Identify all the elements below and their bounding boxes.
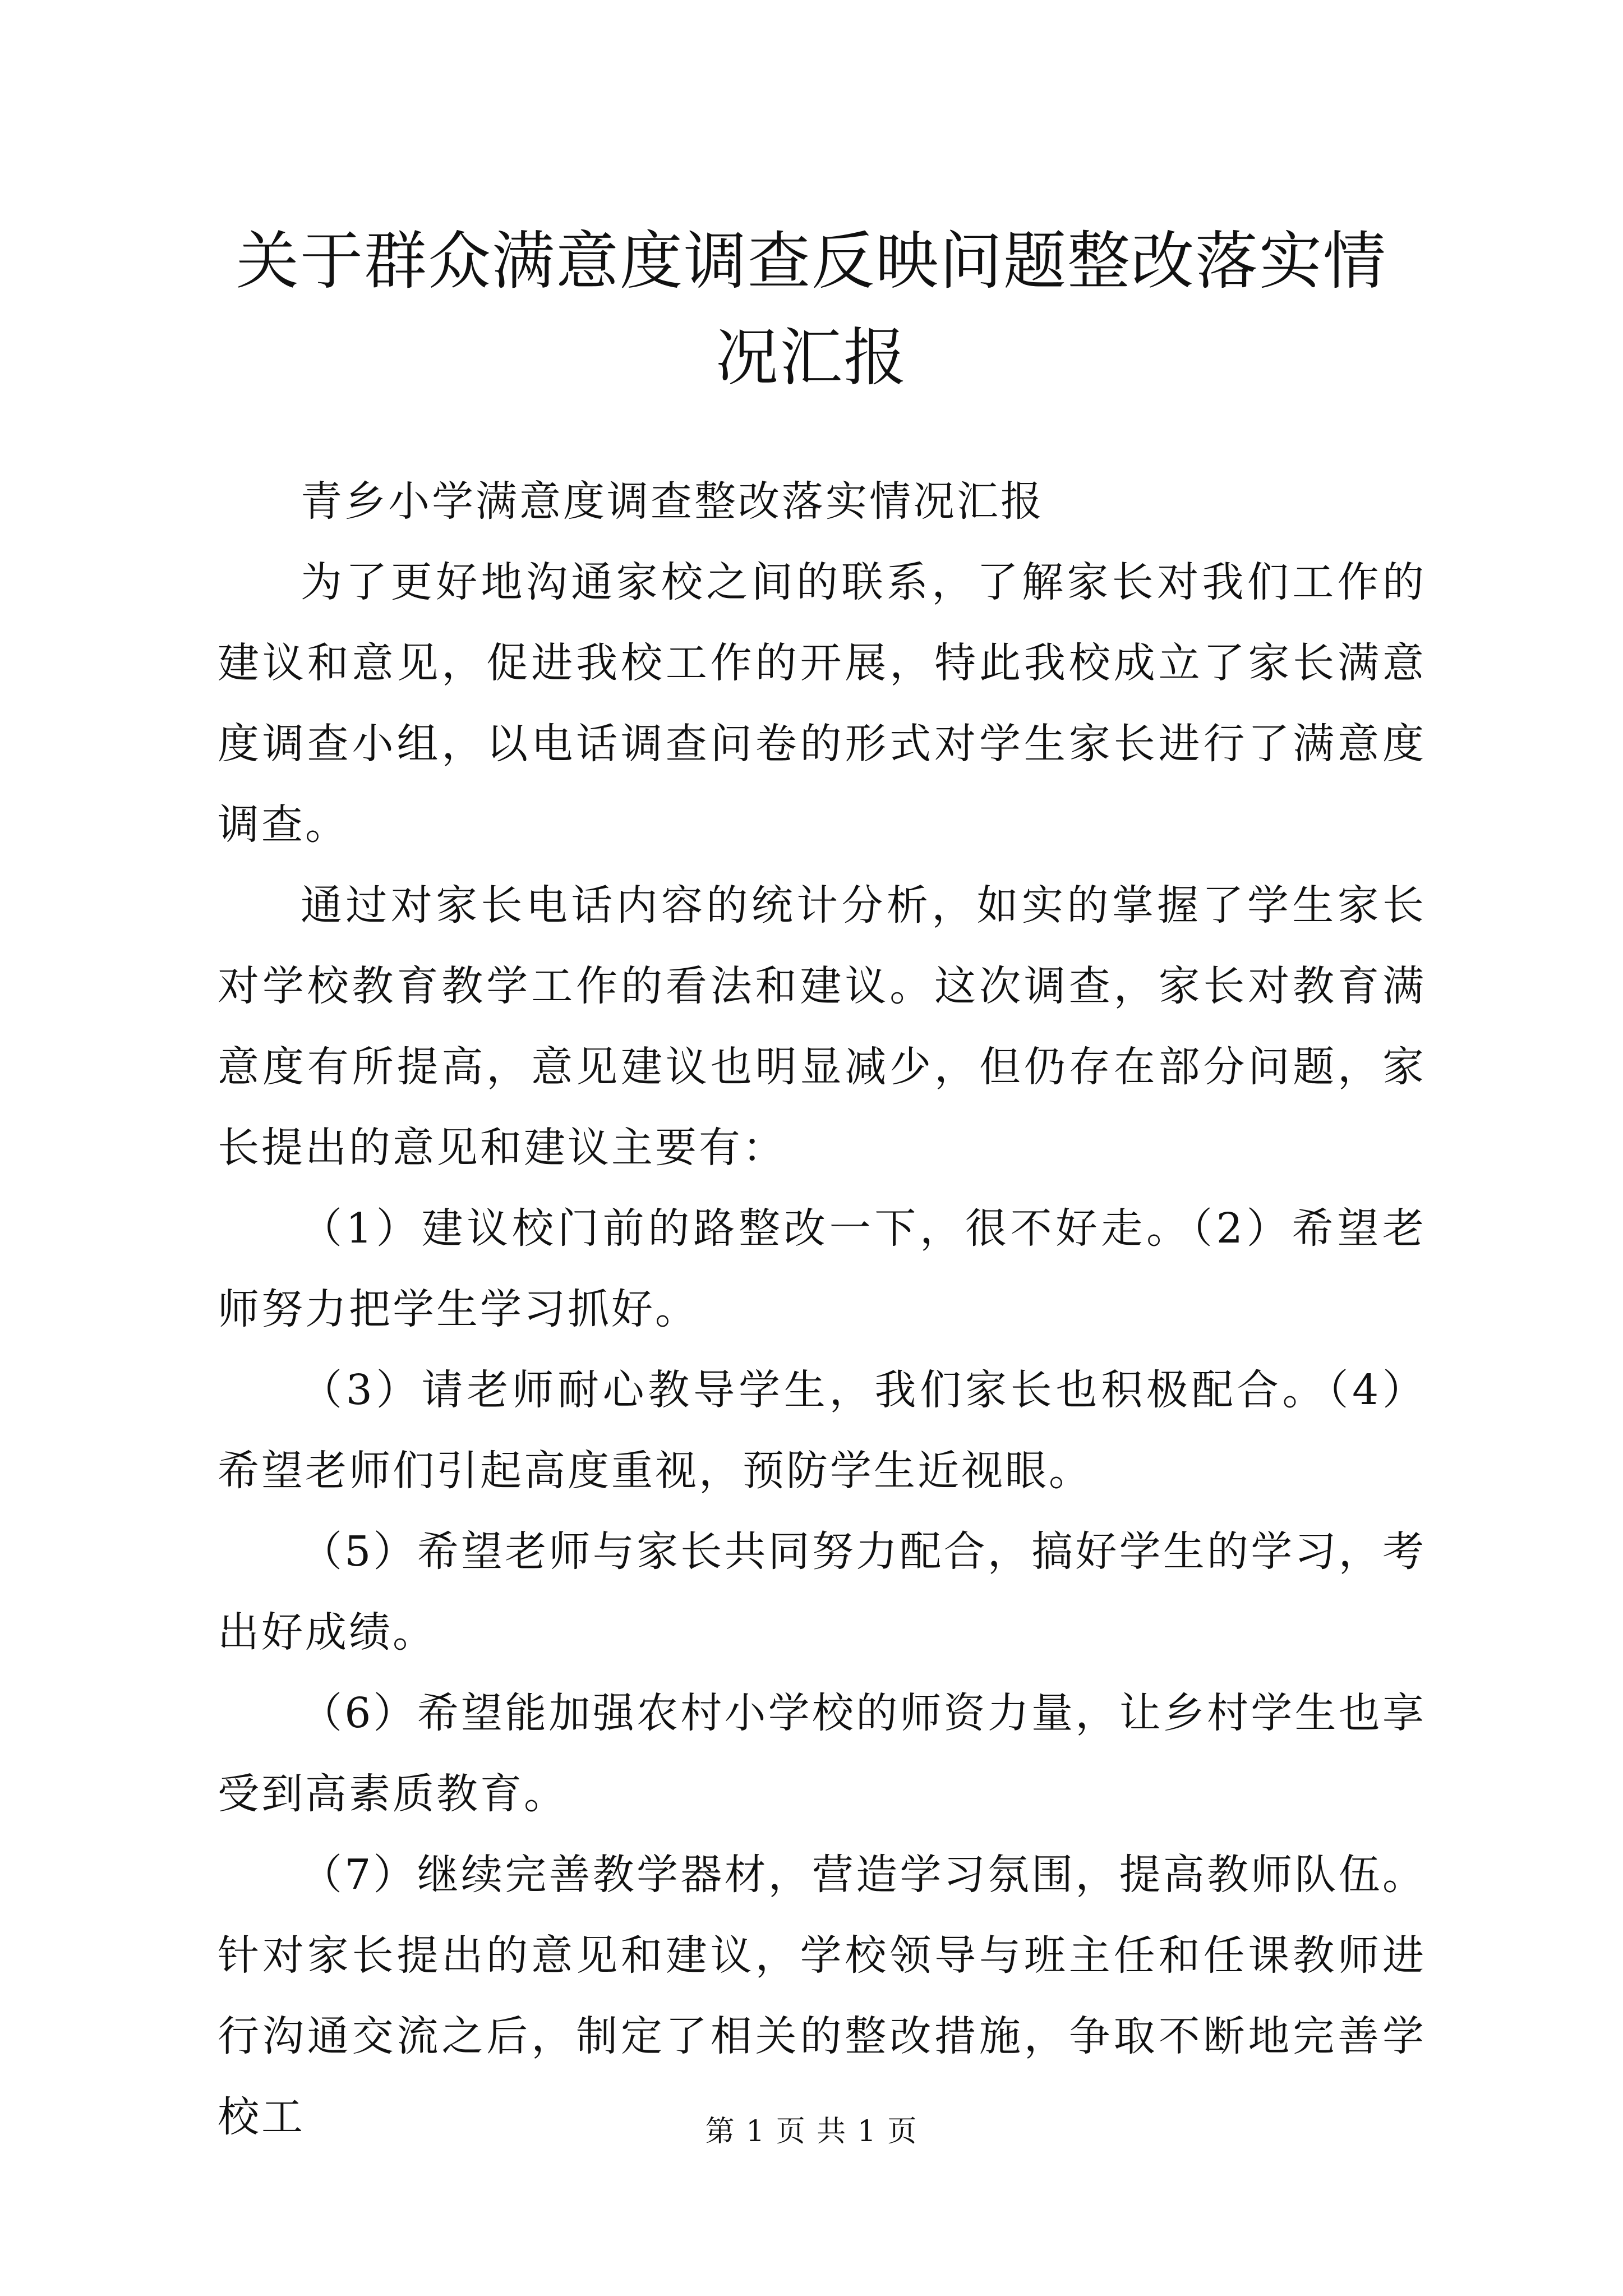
suggestion-paragraph-4: （6）希望能加强农村小学校的师资力量，让乡村学生也享受到高素质教育。	[218, 1689, 1426, 1818]
suggestion-paragraph-1: （1）建议校门前的路整改一下，很不好走。（2）希望老师努力把学生学习抓好。	[218, 1204, 1426, 1333]
analysis-paragraph: 通过对家长电话内容的统计分析，如实的掌握了学生家长对学校教育教学工作的看法和建议。这次调查，家长对教育满意度有所提高，意见建议也明显减少，但仍存在部分问题，家长提出的意见和建议主要有：	[218, 881, 1426, 1172]
suggestion-paragraph-3: （5）希望老师与家长共同努力配合，搞好学生的学习，考出好成绩。	[218, 1527, 1426, 1657]
suggestion-paragraph-5: （7）继续完善教学器材，营造学习氛围，提高教师队伍。针对家长提出的意见和建议，学校领导与班主任和任课教师进行沟通交流之后，制定了相关的整改措施，争取不断地完善学校工	[218, 1851, 1426, 2141]
page-footer: 第 1 页 共 1 页	[705, 2115, 918, 2148]
intro-paragraph: 为了更好地沟通家校之间的联系，了解家长对我们工作的建议和意见，促进我校工作的开展，特此我校成立了家长满意度调查小组，以电话调查问卷的形式对学生家长进行了满意度调查。	[218, 558, 1426, 849]
document-title: 关于群众满意度调查反映问题整改落实情况汇报	[236, 225, 1387, 394]
subtitle-paragraph: 青乡小学满意度调查整改落实情况汇报	[301, 477, 1044, 526]
suggestion-paragraph-2: （3）请老师耐心教导学生，我们家长也积极配合。（4）希望老师们引起高度重视，预防学生近视眼。	[218, 1366, 1426, 1495]
document-body	[218, 461, 1426, 2157]
